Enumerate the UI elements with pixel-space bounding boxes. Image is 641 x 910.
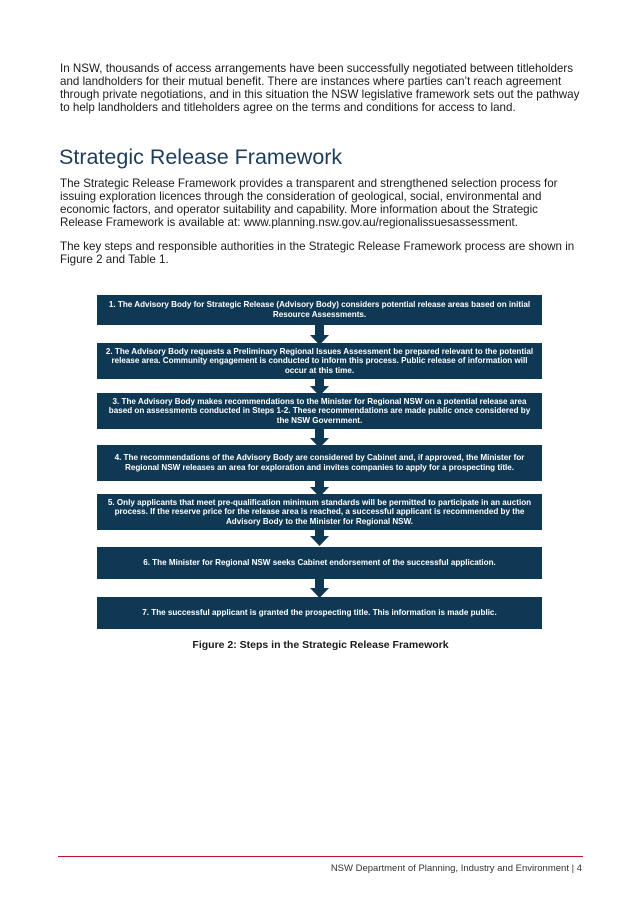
flow-step-6: 6. The Minister for Regional NSW seeks Cabinet endorsement of the successful application. xyxy=(97,547,542,579)
framework-paragraph: The Strategic Release Framework provides a transparent and strengthened selection process for issuing exploration licences through the consideration of geological, social, environmental and economic factors, and operator suitability and capability. More information about the Strategic Release Framework is available at: www.planning.nsw.gov.au/regionalissuesassessment. xyxy=(60,177,558,229)
down-arrow-icon xyxy=(310,578,329,598)
footer-divider xyxy=(58,856,583,857)
flow-step-7: 7. The successful applicant is granted the prospecting title. This information is made public. xyxy=(97,597,542,629)
section-heading: Strategic Release Framework xyxy=(59,145,343,169)
flow-step-4: 4. The recommendations of the Advisory Body are considered by Cabinet and, if approved, the Minister for Regional NSW releases an area for exploration and invites companies to apply for a prospecting title. xyxy=(97,445,542,481)
down-arrow-icon xyxy=(310,325,329,345)
figure-caption: Figure 2: Steps in the Strategic Release Framework xyxy=(192,639,449,651)
down-arrow-icon xyxy=(310,526,329,546)
footer-text: NSW Department of Planning, Industry and Environment | 4 xyxy=(330,863,582,874)
flow-step-2: 2. The Advisory Body requests a Preliminary Regional Issues Assessment be prepared relevant to the potential release area. Community engagement is conducted to inform this process. Public release of information will occur at this time. xyxy=(97,343,542,379)
flow-step-5: 5. Only applicants that meet pre-qualification minimum standards will be permitted to participate in an auction process. If the reserve price for the release area is reached, a successful applicant is recommended by the Advisory Body to the Minister for Regional NSW. xyxy=(97,494,542,530)
flow-step-1: 1. The Advisory Body for Strategic Release (Advisory Body) considers potential release areas based on initial Resource Assessments. xyxy=(97,295,542,325)
flow-step-3: 3. The Advisory Body makes recommendations to the Minister for Regional NSW on a potential release area based on assessments conducted in Steps 1-2. These recommendations are made public once considered by the NSW Government. xyxy=(97,393,542,429)
intro-paragraph: In NSW, thousands of access arrangements have been successfully negotiated between titleholders and landholders for their mutual benefit. There are instances where parties can’t reach agreement through private negotiations, and in this situation the NSW legislative framework sets out the pathway to help landholders and titleholders agree on the terms and conditions for access to land. xyxy=(60,62,580,114)
steps-paragraph: The key steps and responsible authorities in the Strategic Release Framework process are shown in Figure 2 and Table 1. xyxy=(60,240,575,266)
